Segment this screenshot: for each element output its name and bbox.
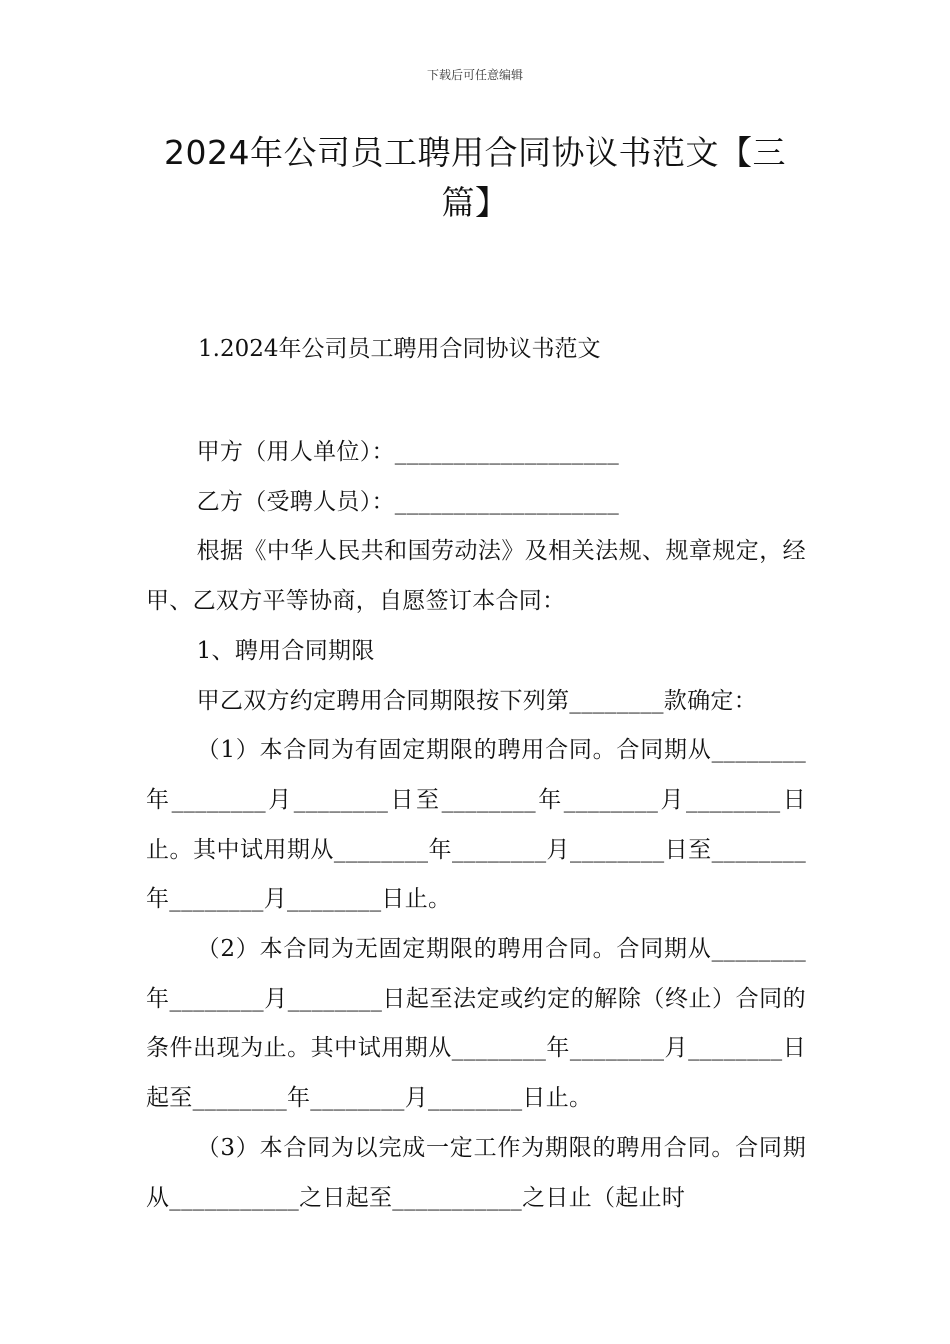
contract-body [146, 428, 806, 1223]
document-title: 2024年公司员工聘用合同协议书范文【三篇】 [164, 133, 786, 222]
open-ended-term-paragraph: （2）本合同为无固定期限的聘用合同。合同期从________年________月________日起至法定或约定的解除（终止）合同的条件出现为止。其中试用期从________年________月________日起至________年________月________日止。 [146, 936, 806, 1112]
term-selection-paragraph: 甲乙双方约定聘用合同期限按下列第________款确定： [196, 687, 757, 714]
clause-heading: 1、聘用合同期限 [196, 637, 375, 664]
party-b-line: 乙方（受聘人员）：___________________ [196, 488, 619, 515]
page-header-note: 下载后可任意编辑 [426, 68, 523, 82]
section-heading: 1.2024年公司员工聘用合同协议书范文 [198, 336, 601, 362]
task-based-term-paragraph: （3）本合同为以完成一定工作为期限的聘用合同。合同期从___________之日起至___________之日止（起止时 [146, 1134, 806, 1211]
preamble-paragraph: 根据《中华人民共和国劳动法》及相关法规、规章规定，经甲、乙双方平等协商，自愿签订本合同： [146, 538, 806, 615]
fixed-term-paragraph: （1）本合同为有固定期限的聘用合同。合同期从________年________月________日至________年________月________日止。其中试用期从________年________月________日至________年________月________日止。 [146, 737, 806, 913]
party-a-line: 甲方（用人单位）：___________________ [196, 439, 619, 465]
